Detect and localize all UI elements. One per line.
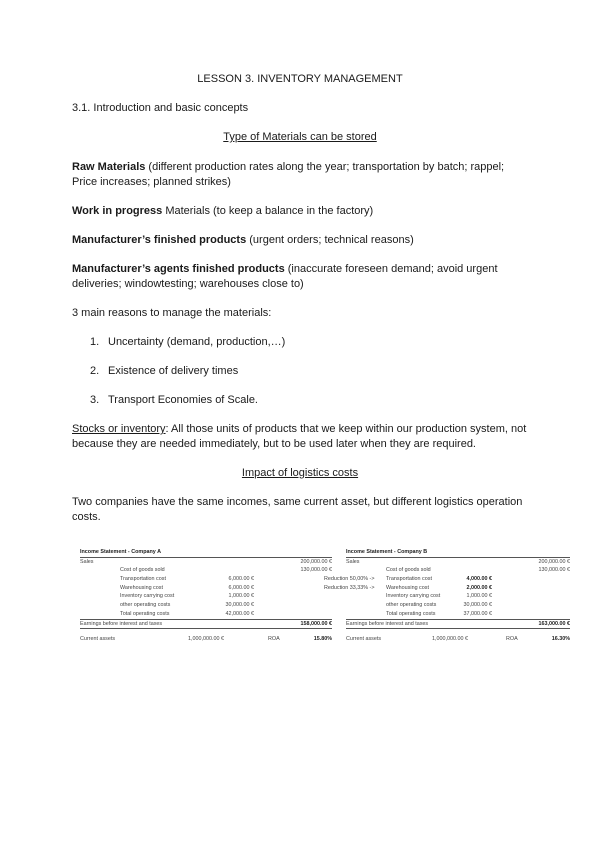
income-statement-a xyxy=(80,548,332,644)
income-statement-b xyxy=(324,548,570,644)
reduction-note: Reduction 33,33% -> xyxy=(324,584,375,591)
roa-value: 16.30% xyxy=(551,636,570,643)
row-value: 6,000.00 € xyxy=(228,584,254,591)
stocks-term: Stocks or inventory xyxy=(72,423,166,435)
row-value: 6,000.00 € xyxy=(228,576,254,583)
row-value: 200,000.00 € xyxy=(538,558,570,565)
lesson-title: LESSON 3. INVENTORY MANAGEMENT xyxy=(197,73,403,85)
material-term: Manufacturer’s agents finished products xyxy=(72,263,285,275)
row-label: Sales xyxy=(80,558,94,565)
material-agents xyxy=(72,262,532,292)
row-value: 42,000.00 € xyxy=(225,610,254,617)
material-term: Raw Materials xyxy=(72,161,146,173)
material-desc: (urgent orders; technical reasons) xyxy=(246,234,414,246)
stocks-desc: : All those units of products that we keep within our production system, not because they are needed immediately, but to be used later when they are required. xyxy=(72,423,527,450)
row-label: Sales xyxy=(346,558,360,565)
reason-text: Uncertainty (demand, production,…) xyxy=(108,336,286,348)
reason-number: 2. xyxy=(90,365,100,377)
material-raw xyxy=(72,160,532,190)
row-value: 30,000.00 € xyxy=(463,602,492,609)
row-value: 4,000.00 € xyxy=(466,576,492,583)
material-wip xyxy=(72,204,532,219)
row-label: Transportation cost xyxy=(386,576,432,583)
material-desc: (inaccurate foreseen demand; avoid urgent deliveries; windowtesting; warehouses close to) xyxy=(72,263,498,290)
material-term: Work in progress xyxy=(72,205,163,217)
row-label: Current assets xyxy=(80,636,116,643)
reason-number: 3. xyxy=(90,394,100,406)
row-value: 130,000.00 € xyxy=(538,567,570,574)
material-desc: (different production rates along the year; transportation by batch; rappel; Price increases; planned strikes) xyxy=(72,161,505,188)
roa-label: ROA xyxy=(506,636,518,643)
stocks-definition xyxy=(72,422,534,452)
reduction-note: Reduction 50,00% -> xyxy=(324,576,375,583)
material-desc: Materials (to keep a balance in the factory) xyxy=(162,205,374,217)
reasons-intro: 3 main reasons to manage the materials: xyxy=(72,307,272,319)
table-title: Income Statement - Company A xyxy=(80,549,161,555)
row-label: other operating costs xyxy=(386,602,437,609)
row-label: Transportation cost xyxy=(120,576,166,583)
roa-label: ROA xyxy=(268,636,280,643)
row-label: Inventory carrying cost xyxy=(386,593,441,600)
row-value: 1,000,000.00 € xyxy=(188,636,224,643)
reason-item xyxy=(90,393,258,408)
reason-text: Existence of delivery times xyxy=(108,365,239,377)
row-label: Warehousing cost xyxy=(120,584,163,591)
roa-value: 15.80% xyxy=(313,636,332,643)
impact-text: Two companies have the same incomes, same current asset, but different logistics operation costs. xyxy=(72,496,523,523)
row-label: Earnings before interest and taxes xyxy=(80,620,163,627)
row-label: Cost of goods sold xyxy=(120,567,165,574)
row-value: 130,000.00 € xyxy=(300,567,332,574)
row-label: Earnings before interest and taxes xyxy=(346,620,429,627)
row-label: Warehousing cost xyxy=(386,584,429,591)
reason-number: 1. xyxy=(90,336,100,348)
impact-heading xyxy=(0,466,600,481)
row-value: 200,000.00 € xyxy=(300,558,332,565)
row-label: other operating costs xyxy=(120,602,171,609)
reason-item xyxy=(90,335,285,350)
row-value: 30,000.00 € xyxy=(225,602,254,609)
row-label: Cost of goods sold xyxy=(386,567,431,574)
row-value: 1,000,000.00 € xyxy=(432,636,468,643)
reason-item xyxy=(90,364,238,379)
row-label: Inventory carrying cost xyxy=(120,593,175,600)
row-label: Total operating costs xyxy=(120,610,170,617)
materials-heading-text: Type of Materials can be stored xyxy=(223,131,377,143)
row-value: 2,000.00 € xyxy=(466,584,492,591)
impact-heading-text: Impact of logistics costs xyxy=(241,467,359,479)
table-title: Income Statement - Company B xyxy=(346,549,428,555)
row-value: 1,000.00 € xyxy=(466,593,492,600)
material-finished xyxy=(72,233,532,248)
section-heading: 3.1. Introduction and basic concepts xyxy=(72,102,249,114)
material-term: Manufacturer’s finished products xyxy=(72,234,247,246)
reason-text: Transport Economies of Scale. xyxy=(108,394,258,406)
row-label: Current assets xyxy=(346,636,382,643)
row-label: Total operating costs xyxy=(386,610,436,617)
row-value: 37,000.00 € xyxy=(463,610,492,617)
row-value: 1,000.00 € xyxy=(228,593,254,600)
row-value: 158,000.00 € xyxy=(300,620,332,627)
row-value: 163,000.00 € xyxy=(538,620,570,627)
materials-heading xyxy=(0,130,600,145)
